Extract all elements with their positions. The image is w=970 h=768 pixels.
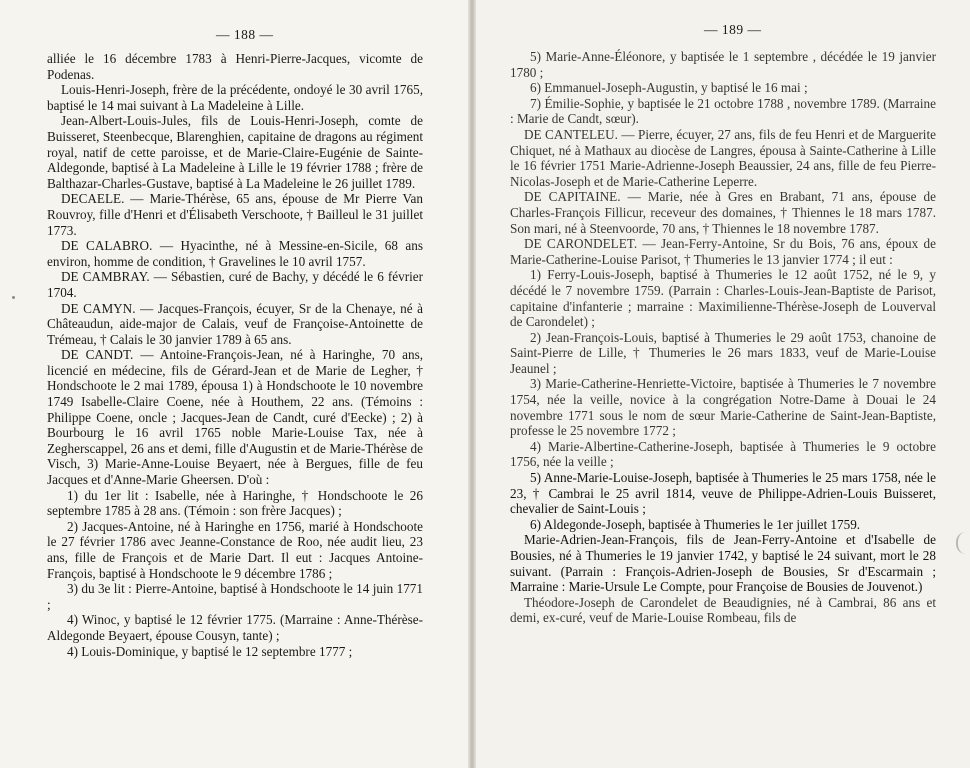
left-page: [0, 0, 468, 768]
paragraph: DE CANDT. — Antoine-François-Jean, né à Haringhe, 70 ans, licencié en médecine, fils de Gérard-Jean et de Marie de Legher, † Hondschoote le 2 mai 1789, épousa 1) à Hondschoote le 10 novembre 1749 Isabelle-Claire Coene, née à Houthem, 22 ans. (Témoins : Philippe Coene, oncle ; Jacques-Jean de Candt, curé d'Eecke) ; 2) à Bourbourg le 16 avril 1765 noble Marie-Louise Tax, née à Zegherscappel, 26 ans et demi, fille d'Augustin et de Marie-Thérèse de Visch, 3) Marie-Anne-Louise Beyaert, née à Bergues, fille de feu Jacques et d'Anne-Marie Gheersen. D'où :: [47, 347, 423, 488]
paragraph: 2) Jean-François-Louis, baptisé à Thumeries le 29 août 1753, chanoine de Saint-Pierre de Lille, † Thumeries le 26 mars 1833, veuf de Marie-Louise Jeaunel ;: [510, 329, 936, 376]
paragraph: 7) Émilie-Sophie, y baptisée le 21 octobre 1788 , novembre 1789. (Marraine : Marie de Candt, sœur).: [510, 95, 936, 127]
right-page: [476, 0, 970, 768]
right-text-column: [510, 49, 936, 626]
paragraph: 4) Winoc, y baptisé le 12 février 1775. (Marraine : Anne-Thérèse-Aldegonde Beyaert, épouse Cousyn, tante) ;: [47, 612, 423, 643]
paragraph: DE CANTELEU. — Pierre, écuyer, 27 ans, fils de feu Henri et de Marguerite Chiquet, né à Mathaux au diocèse de Langres, épousa à Sainte-Catherine à Lille le 16 février 1751 Marie-Adrienne-Joseph Beaussier, 24 ans, fille de feu Pierre-Nicolas-Joseph et de Marie-Catherine Leperre.: [510, 126, 936, 189]
margin-mark: [956, 532, 970, 554]
paragraph: 5) Marie-Anne-Éléonore, y baptisée le 1 septembre , décédée le 19 janvier 1780 ;: [510, 49, 936, 80]
paragraph: DE CAMYN. — Jacques-François, écuyer, Sr de la Chenaye, né à Châteaudun, aide-major de Calais, veuf de Françoise-Antoinette de Trémeau, † Calais le 30 janvier 1789 à 65 ans.: [47, 300, 423, 347]
paragraph: Marie-Adrien-Jean-François, fils de Jean-Ferry-Antoine et d'Isabelle de Bousies, né à Thumeries le 19 janvier 1742, y baptisé le 24 suivant, mort le 28 suivant. (Parrain : François-Adrien-Joseph de Bousies, Sr d'Escarmain ; Marraine : Marie-Ursule Le Compte, pour Françoise de Bousies de Jouvenot.): [510, 532, 936, 595]
paragraph: Théodore-Joseph de Carondelet de Beaudignies, né à Cambrai, 86 ans et demi, ex-curé, veuf de Marie-Louise Rombeau, fils de: [510, 594, 936, 626]
paragraph: DE CAPITAINE. — Marie, née à Gres en Brabant, 71 ans, épouse de Charles-François Fillicur, receveur des domaines, † Thiennes le 18 mars 1787. Son mari, né à Steenvoorde, 70 ans, † Thiennes le 18 novembre 1787.: [510, 189, 936, 236]
paragraph: 3) du 3e lit : Pierre-Antoine, baptisé à Hondschoote le 14 juin 1771 ;: [47, 581, 423, 612]
page-number-left: — 188 —: [216, 27, 274, 42]
paragraph: 3) Marie-Catherine-Henriette-Victoire, baptisée à Thumeries le 7 novembre 1754, née la veille, novice à la congrégation Notre-Dame à Douai le 24 novembre 1771 sous le nom de sœur Marie-Catherine de Saint-Jean-Baptiste, professe le 25 novembre 1772 ;: [510, 376, 936, 439]
left-text-column: [47, 51, 423, 659]
paragraph: Louis-Henri-Joseph, frère de la précédente, ondoyé le 30 avril 1765, baptisé le 14 mai suivant à La Madeleine à Lille.: [47, 82, 423, 113]
paragraph: 1) Ferry-Louis-Joseph, baptisé à Thumeries le 12 août 1752, né le 9, y décédé le 7 novembre 1759. (Parrain : Charles-Louis-Jean-Baptiste de Parisot, capitaine d'infanterie ; marraine : Maximilienne-Thérèse-Joseph de Louverval de Carondelet) ;: [510, 267, 936, 330]
paragraph: 1) du 1er lit : Isabelle, née à Haringhe, † Hondschoote le 26 septembre 1785 à 28 ans. (Témoin : son frère Jacques) ;: [47, 487, 423, 519]
paragraph: 6) Emmanuel-Joseph-Augustin, y baptisé le 16 mai ;: [530, 80, 808, 96]
page-number-right: — 189 —: [704, 22, 762, 37]
paragraph: Jean-Albert-Louis-Jules, fils de Louis-Henri-Joseph, comte de Buisseret, Steenbecque, Blarenghien, capitaine de dragons au régiment royal, natif de cette paroisse, et de Marie-Claire-Eugénie de Sainte-Aldegonde, baptisé à La Madeleine à Lille le 19 février 1788 ; frère de Balthazar-Charles-Gustave, baptisé à La Madeleine le 26 juillet 1789.: [47, 113, 423, 191]
paragraph: alliée le 16 décembre 1783 à Henri-Pierre-Jacques, vicomte de Podenas.: [47, 51, 423, 82]
paragraph: 4) Louis-Dominique, y baptisé le 12 septembre 1777 ;: [67, 643, 353, 659]
paragraph: 2) Jacques-Antoine, né à Haringhe en 1756, marié à Hondschoote le 27 février 1786 avec Jeanne-Constance de Roo, née audit lieu, 23 ans, fille de François et de Marie Dart. Il eut : Jacques Antoine-François, baptisé à Hondschoote le 9 décembre 1786 ;: [47, 518, 423, 581]
scan-speck: [12, 296, 15, 299]
paragraph: 5) Anne-Marie-Louise-Joseph, baptisée à Thumeries le 25 mars 1758, née le 23, † Cambrai le 25 avril 1814, veuve de Philippe-Adrien-Louis Buisseret, chevalier de Saint-Louis ;: [510, 470, 936, 517]
paragraph: DE CARONDELET. — Jean-Ferry-Antoine, Sr du Bois, 76 ans, époux de Marie-Catherine-Louise Parisot, † Thumeries le 13 janvier 1774 ; il eut :: [510, 236, 936, 267]
paragraph: 6) Aldegonde-Joseph, baptisée à Thumeries le 1er juillet 1759.: [530, 516, 861, 532]
book-gutter: [468, 0, 476, 768]
paragraph: DE CALABRO. — Hyacinthe, né à Messine-en-Sicile, 68 ans environ, homme de condition, † Gravelines le 10 avril 1757.: [47, 238, 423, 269]
paragraph: 4) Marie-Albertine-Catherine-Joseph, baptisée à Thumeries le 9 octobre 1756, née la veille ;: [510, 438, 936, 470]
paragraph: DE CAMBRAY. — Sébastien, curé de Bachy, y décédé le 6 février 1704.: [47, 269, 423, 300]
paragraph: DECAELE. — Marie-Thérèse, 65 ans, épouse de Mr Pierre Van Rouvroy, fille d'Henri et d'Élisabeth Verschoote, † Bailleul le 31 juillet 1773.: [47, 191, 423, 238]
